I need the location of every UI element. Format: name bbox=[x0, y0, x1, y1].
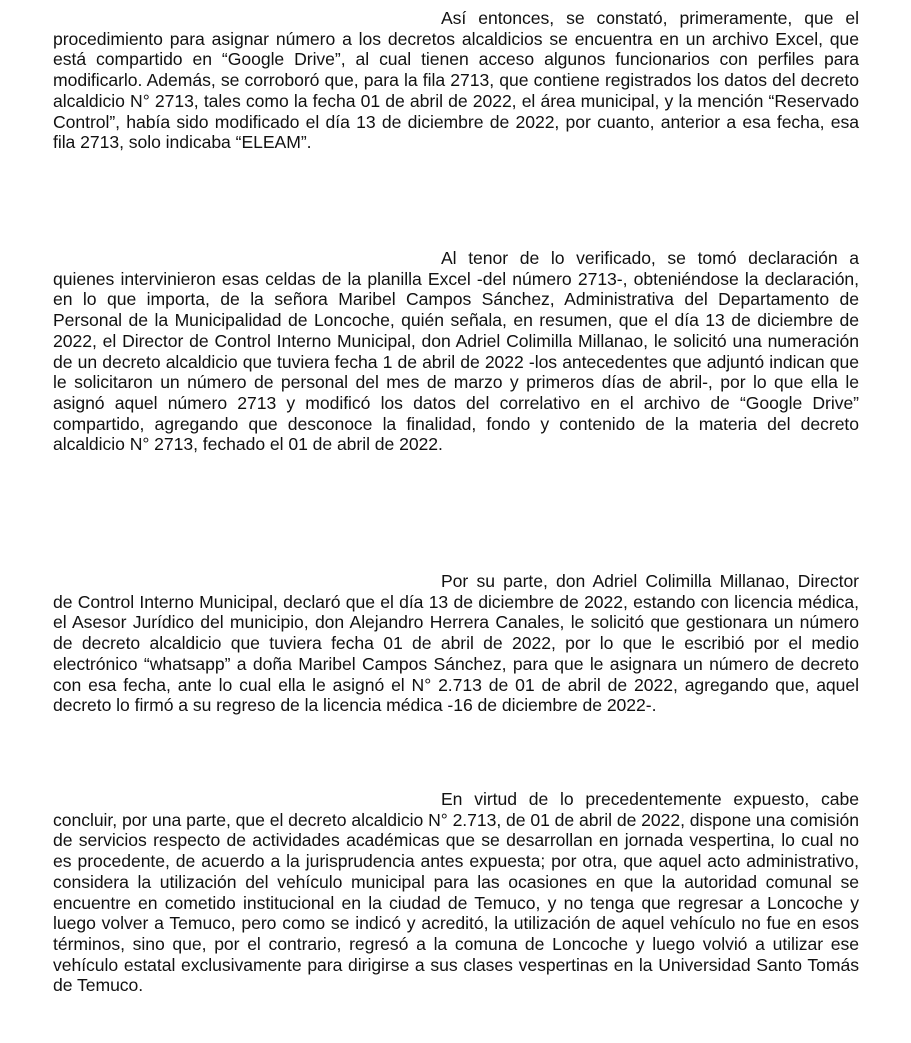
paragraph-1: Así entonces, se constató, primeramente, que el procedimiento para asignar número a los decretos alcaldicios se encuentra en un archivo Excel, que está compartido en “Google Drive”, al cual tienen acceso algunos funcionarios con perfiles para modificarlo. Además, se corroboró que, para la fila 2713, que contiene registrados los datos del decreto alcaldicio N° 2713, tales como la fecha 01 de abril de 2022, el área municipal, y la mención “Reservado Control”, había sido modificado el día 13 de diciembre de 2022, por cuanto, anterior a esa fecha, esa fila 2713, solo indicaba “ELEAM”. bbox=[53, 8, 859, 153]
paragraph-3: Por su parte, don Adriel Colimilla Millanao, Director de Control Interno Municipal, declaró que el día 13 de diciembre de 2022, estando con licencia médica, el Asesor Jurídico del municipio, don Alejandro Herrera Canales, le solicitó que gestionara un número de decreto alcaldicio que tuviera fecha 01 de abril de 2022, por lo que le escribió por el medio electrónico “whatsapp” a doña Maribel Campos Sánchez, para que le asignara un número de decreto con esa fecha, ante lo cual ella le asignó el N° 2.713 de 01 de abril de 2022, agregando que, aquel decreto lo firmó a su regreso de la licencia médica -16 de diciembre de 2022-. bbox=[53, 571, 859, 716]
paragraph-4: En virtud de lo precedentemente expuesto, cabe concluir, por una parte, que el decreto alcaldicio N° 2.713, de 01 de abril de 2022, dispone una comisión de servicios respecto de actividades académicas que se desarrollan en jornada vespertina, lo cual no es procedente, de acuerdo a la jurisprudencia antes expuesta; por otra, que aquel acto administrativo, considera la utilización del vehículo municipal para las ocasiones en que la autoridad comunal se encuentre en cometido institucional en la ciudad de Temuco, y no tenga que regresar a Loncoche y luego volver a Temuco, pero como se indicó y acreditó, la utilización de aquel vehículo no fue en esos términos, sino que, por el contrario, regresó a la comuna de Loncoche y luego volvió a utilizar ese vehículo estatal exclusivamente para dirigirse a sus clases vespertinas en la Universidad Santo Tomás de Temuco. bbox=[53, 789, 859, 996]
paragraph-2: Al tenor de lo verificado, se tomó declaración a quienes intervinieron esas celdas de la planilla Excel -del número 2713-, obteniéndose la declaración, en lo que importa, de la señora Maribel Campos Sánchez, Administrativa del Departamento de Personal de la Municipalidad de Loncoche, quién señala, en resumen, que el día 13 de diciembre de 2022, el Director de Control Interno Municipal, don Adriel Colimilla Millanao, le solicitó una numeración de un decreto alcaldicio que tuviera fecha 1 de abril de 2022 -los antecedentes que adjuntó indican que le solicitaron un número de personal del mes de marzo y primeros días de abril-, por lo que ella le asignó aquel número 2713 y modificó los datos del correlativo en el archivo de “Google Drive” compartido, agregando que desconoce la finalidad, fondo y contenido de la materia del decreto alcaldicio N° 2713, fechado el 01 de abril de 2022. bbox=[53, 248, 859, 455]
